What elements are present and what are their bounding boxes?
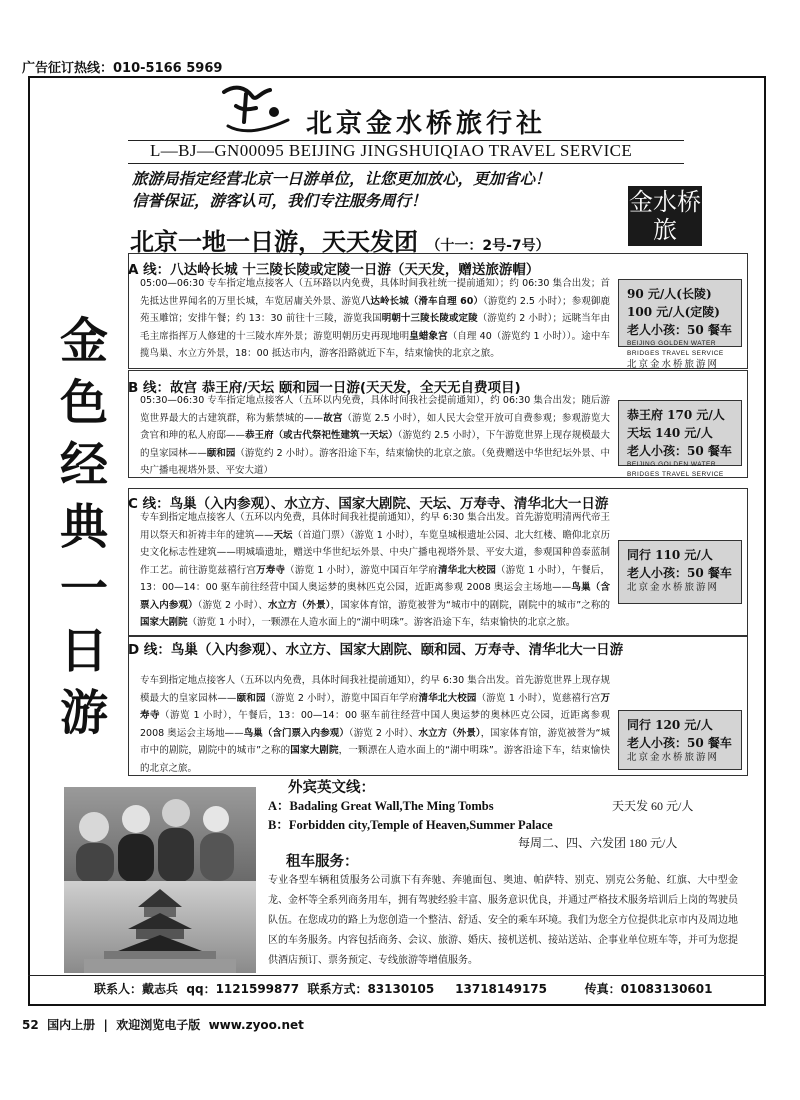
vertical-title-char: 游 <box>59 685 108 741</box>
route-a-title: A 线：八达岭长城 十三陵长陵或定陵一日游（天天发，赠送旅游帽） <box>128 262 540 278</box>
route-highlight: 恭王府（或古代祭祀性建筑一天坛） <box>244 430 398 441</box>
route-c-description <box>140 509 610 632</box>
route-d-title: D 线：鸟巢（入内参观）、水立方、国家大剧院、颐和园、万寿寺、清华北大一日游 <box>128 642 624 658</box>
price-a-line-2: 100 元/人(定陵) <box>627 305 720 319</box>
route-text: 05:00—06:30 专车指定地点接客人（五环路以内免费，具体时间我社统一提前通知）；约 06:30 集合出发；首先抵达世界闻名的万里长城，车览居庸关外景、游览 <box>140 278 610 307</box>
vertical-title-char: 一 <box>59 561 108 617</box>
phone-label: 联系方式： <box>307 982 368 996</box>
qq-number: 1121599877 <box>215 982 300 996</box>
phone-1: 83130105 <box>367 982 435 996</box>
headline-date: （十一：2号-7号） <box>426 238 550 254</box>
route-text: ，国家体育馆，游览被誉为“城市中的剧院，剧院中的城市”之称的 <box>330 599 610 611</box>
qq-label: qq： <box>186 982 216 996</box>
page-number: 52 <box>22 1018 39 1032</box>
contact-rule <box>28 975 766 976</box>
route-c-title: C 线：鸟巢（入内参观）、水立方、国家大剧院、天坛、万寿寺、清华北大一日游 <box>128 496 609 512</box>
route-highlight: 清华北大校园 <box>418 692 477 704</box>
route-text: （游览约 2 小时）。游客沿途下车，结束愉快的北京之旅。（免费赠送中华世纪坛外景、中央广播电视塔外景、平安大道） <box>140 447 610 476</box>
route-a-description <box>140 275 610 363</box>
slogan-line-1: 旅游局指定经营北京一日游单位，让您更加放心，更加省心！ <box>132 169 551 188</box>
route-text: （游览 1 小时），午餐后，13：00—14：00 驱车前往经营中国人奥运梦的奥林匹克公园，近距离参观 2008 奥运会主场地—— <box>140 564 610 593</box>
route-text: （游览约 2 小时）；远眺当年由毛主席指挥万人修建的十三陵水库外景；游览明朝历史再现地明 <box>140 313 610 342</box>
price-panel-d <box>618 710 742 770</box>
route-text: （游览 1 小时），游览中国百年学府 <box>285 564 438 576</box>
route-highlight: 万寿寺 <box>256 564 286 576</box>
ad-hotline: 广告征订热线：010-5166 5969 <box>22 61 223 76</box>
foreign-route-b-price: 每周二、四、六发团 180 元/人 <box>518 836 678 850</box>
price-b-line-3: 老人小孩：50 餐车 <box>627 444 732 458</box>
foreign-route-a-price: 天天发 60 元/人 <box>612 799 694 813</box>
license-line: L—BJ—GN00095 BEIJING JINGSHUIQIAO TRAVEL SERVICE <box>150 141 633 160</box>
price-a-watermark-cn: 北京金水桥旅游网 <box>627 359 720 370</box>
price-c-watermark-cn: 北京金水桥旅游网 <box>627 582 720 593</box>
route-highlight: 天坛 <box>273 529 293 541</box>
contact-person: 戴志兵 <box>142 982 179 996</box>
price-panel-b <box>618 400 742 478</box>
foreign-route-b: B：Forbidden city,Temple of Heaven,Summer Palace <box>268 818 553 832</box>
page-footer <box>22 1016 304 1033</box>
price-b-line-2: 天坛 140 元/人 <box>627 426 713 440</box>
fax-label: 传真： <box>584 982 621 996</box>
price-panel-a <box>618 279 742 370</box>
contact-bar <box>94 980 712 997</box>
route-highlight: 明朝十三陵长陵或定陵 <box>381 313 478 324</box>
route-text: （游览 2 小时），游览中国百年学府 <box>265 692 419 704</box>
car-rental-title: 租车服务： <box>286 854 359 870</box>
route-highlight: 国家大剧院 <box>290 745 339 756</box>
company-seal: 金水桥旅 <box>629 188 701 244</box>
company-logo-icon <box>216 82 296 136</box>
vertical-title-char: 典 <box>59 499 108 555</box>
price-a-line-3: 老人小孩：50 餐车 <box>627 323 732 337</box>
header-rule-bottom <box>128 163 684 164</box>
route-text: （游览 1 小时），览慈禧行宫 <box>476 692 601 704</box>
footer-cta: 欢迎浏览电子版 <box>116 1018 201 1032</box>
price-b-line-1: 恭王府 170 元/人 <box>627 408 725 422</box>
route-highlight: 八达岭长城（滑车自理 60） <box>360 295 484 307</box>
route-text: （自理 40（游览约 1 小时））。途中车揽鸟巢、水立方外景，18：00 抵达市内，游客沿路就近下车，结束愉快的北京之旅。 <box>140 330 610 359</box>
route-text: （游览 1 小时），午餐后，13：00—14：00 驱车前往经营中国人奥运梦的奥林匹克公园，近距离参观 2008 奥运会主场地—— <box>140 710 610 739</box>
vertical-title-char: 经 <box>59 437 108 493</box>
price-b-watermark-en: BEIJING GOLDEN WATER BRIDGES TRAVEL SERVICE <box>627 461 724 478</box>
price-d-line-1: 同行 120 元/人 <box>627 718 713 732</box>
route-text: （游览 2.5 小时），如人民大会堂开放可自费参观；参观游览大贪官和珅的私人府邸—— <box>140 412 610 441</box>
price-c-line-1: 同行 110 元/人 <box>627 548 713 562</box>
car-rental-text: 专业各型车辆租赁服务公司旗下有奔驰、奔驰面包、奥迪、帕萨特、别克、别克公务舱、红旗、大中型金龙、金杯等全系列商务用车，拥有驾驶经验丰富、服务意识优良，并通过严格技术服务培训后上岗的驾驶员队伍。在您成功的路上为您创造一个整洁、舒适、安全的乘车环境。我们为您全方位提供北京市内及周边地区的车务服务。内容包括商务、会议、旅游、婚庆、接机送机、接站送站、企事业单位班车等，并可为您提供酒店预订、票务预定、专线旅游等增值服务。 <box>268 875 738 966</box>
footer-separator: | <box>103 1018 108 1032</box>
route-b-description <box>140 392 610 480</box>
company-name: 北京金水桥旅行社 <box>306 109 547 139</box>
travelers-photo <box>64 787 256 881</box>
route-text: （游览约 2.5 小时）；参观御鹿苑玉雕馆；安排午餐；约 13：30 前往十三陵，游览我国 <box>140 295 610 324</box>
route-highlight: 万寿寺 <box>140 692 610 721</box>
contact-person-label: 联系人： <box>94 982 143 996</box>
route-text: （游览约 2.5 小时），下午游览世界上现存规模最大的皇家园林—— <box>140 430 610 459</box>
route-text: （首道门票）（游览 1 小时），车览皇城根遗址公园、北大红楼、瞻仰北京历史文化标志性建筑——明城墙遗址，赠送中华世纪坛外景、中央广播电视塔外景、平安大道，参观国种兽泰蓝制作工艺。前往游览兹禧行宫 <box>140 529 610 576</box>
route-highlight: 颐和园 <box>206 447 236 459</box>
foreign-route-a: A：Badaling Great Wall,The Ming Tombs <box>268 799 494 813</box>
route-highlight: 水立方（外景） <box>418 727 481 739</box>
route-highlight: 鸟巢（含票入内参观） <box>140 582 610 611</box>
website-link[interactable]: www.zyoo.net <box>208 1018 304 1032</box>
volume-label: 国内上册 <box>47 1018 96 1032</box>
route-text: ，一颗漂在人造水面上的“湖中明珠”。游客沿途下车，结束愉快的北京之旅。 <box>140 745 610 774</box>
vertical-title-char: 色 <box>59 375 108 431</box>
route-highlight: 鸟巢（含门票入内参观） <box>243 727 349 739</box>
route-highlight: 颐和园 <box>236 692 266 704</box>
route-text: 05:30—06:30 专车指定地点接客人（五环以内免费，具体时间我社会提前通知），约 06:30 集合出发；随后游览世界最大的古建筑群，称为紫禁城的—— <box>140 395 610 424</box>
temple-of-heaven-photo <box>64 881 256 973</box>
price-a-line-1: 90 元/人(长陵) <box>627 287 712 301</box>
price-d-watermark-cn: 北京金水桥旅游网 <box>627 752 720 763</box>
main-headline <box>130 222 550 257</box>
price-d-line-2: 老人小孩：50 餐车 <box>627 736 732 750</box>
route-highlight: 水立方（外景） <box>267 599 331 611</box>
route-text: （游览 1 小时），一颗漂在人造水面上的“湖中明珠”。游客沿途下车，结束愉快的北京之旅。 <box>187 617 576 628</box>
price-panel-c <box>618 540 742 604</box>
fax-number: 01083130601 <box>620 982 713 996</box>
vertical-title <box>44 310 124 744</box>
route-text: 专车到指定地点接客人（五环以内免费，具体时间我社提前通知），约早 6:30 集合出发。首先游览世界上现存规模最大的皇家园林—— <box>140 675 610 704</box>
foreign-routes-title: 外宾英文线： <box>288 780 375 796</box>
route-highlight: 国家大剧院 <box>140 617 188 628</box>
price-c-line-2: 老人小孩：50 餐车 <box>627 566 732 580</box>
vertical-title-char: 金 <box>59 313 108 369</box>
route-b-title: B 线：故宫 恭王府/天坛 颐和园一日游(天天发，全天无自费项目) <box>128 380 521 396</box>
phone-2: 13718149175 <box>455 982 547 996</box>
route-text: 专车到指定地点接客人（五环以内免费，具体时间我社提前通知），约早 6:30 集合出发。首先游览明清两代帝王用以祭天和祈祷丰年的建筑—— <box>140 512 610 541</box>
route-text: （游览 2 小时）、 <box>197 599 268 611</box>
route-highlight: 清华北大校园 <box>437 564 497 576</box>
price-a-watermark-en: BEIJING GOLDEN WATER BRIDGES TRAVEL SERVICE <box>627 340 724 357</box>
vertical-title-char: 日 <box>59 623 108 679</box>
route-highlight: 皇蜡象宫 <box>409 330 448 342</box>
slogan-line-2: 信誉保证，游客认可，我们专注服务周行！ <box>132 191 427 210</box>
route-text: ，国家体育馆，游览被誉为“城市中的剧院，剧院中的城市”之称的 <box>140 727 610 756</box>
route-text: （游览 2 小时）、 <box>348 727 419 739</box>
headline-text: 北京一地一日游，天天发团 <box>130 228 418 256</box>
route-highlight: 故宫 <box>323 412 343 424</box>
route-d-description <box>140 672 610 777</box>
